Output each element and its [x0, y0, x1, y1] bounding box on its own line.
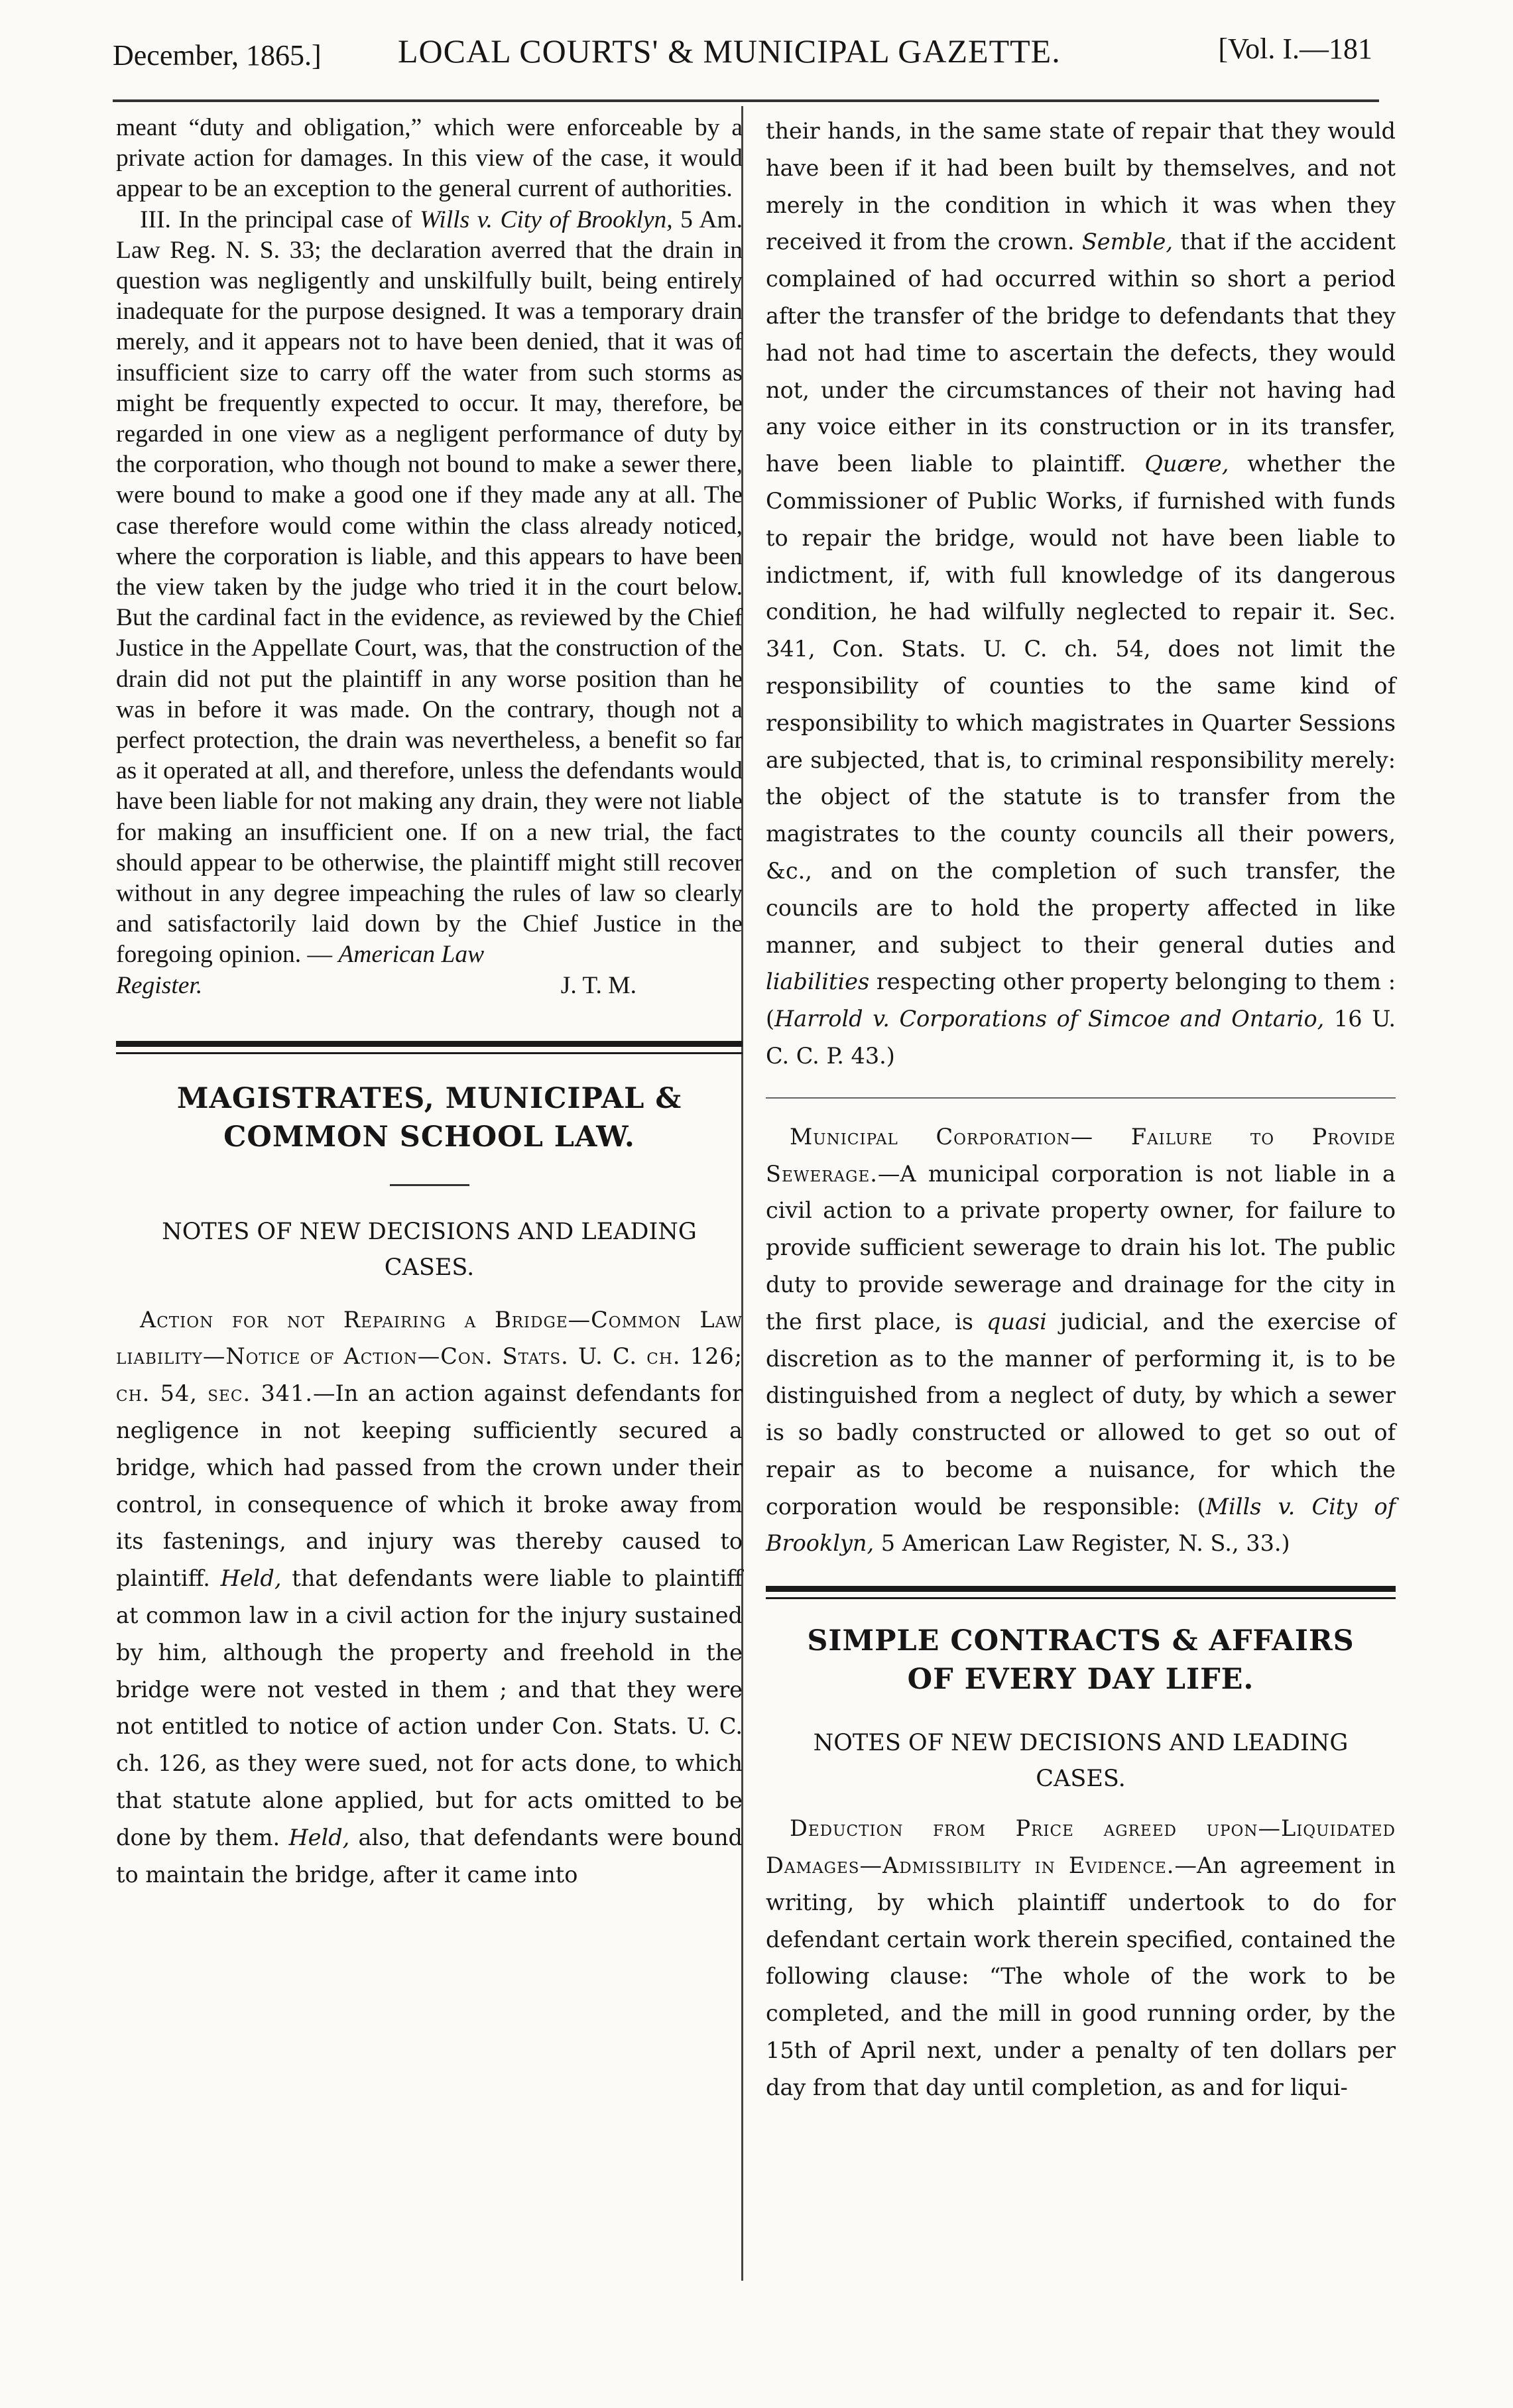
issue-date: December, 1865.] [113, 39, 322, 72]
volume-page: [Vol. I.—181 [1218, 32, 1372, 65]
case-note: Deduction from Price agreed upon—Liquidated Damages—Admissibility in Evidence.—An agreement in writing, by which plaintiff undertook to do for defendant certain work therein specified, contained the following clause: “The whole of the work to be completed, and the mill in good running order, by the 15th of April next, under a penalty of ten dollars per day from that day until completion, as and for liqui- [766, 1815, 1396, 2100]
section-rule [766, 1586, 1396, 1592]
case-note: their hands, in the same state of repair that they would have been if it had been built by themselves, and not merely in the condition in which it was when they received it from the crown. Semble, that if the accident complained of had occurred within so short a period after the transfer of the bridge to defendants that they had not had time to ascertain the defects, they would not, under the circumstances of their not having had any voice either in its construction or in its transfer, have been liable to plaintiff. Quære, whether the Commissioner of Public Works, if furnished with funds to repair the bridge, would not have been liable to indictment, if, with full knowledge of its dangerous condition, he had wilfully neglected to repair it. Sec. 341, Con. Stats. U. C. ch. 54, does not limit the responsibility of counties to the same kind of responsibility to which magistrates in Quarter Sessions are subjected, that is, to criminal responsibility merely: the object of the statute is to transfer from the magistrates to the county councils all their powers, &c., and on the completion of such transfer, the councils are to hold the property affected in like manner, and subject to their general duties and liabilities respecting other property belonging to them : (Harrold v. Corporations of Simcoe and Ontario, 16 U. C. C. P. 43.) [766, 118, 1396, 1069]
article-paragraph: meant “duty and obligation,” which were enforceable by a private action for damages. In this view of the case, it would appear to be an exception to the general current of authorities. [116, 114, 743, 203]
case-citation: Wills v. City of Brooklyn, [420, 206, 673, 233]
case-headnote: Action for not Repairing a Bridge—Common Law liability—Notice of Action—Con. Stats. U. C. ch. 126; ch. 54, sec. 341. [116, 1306, 743, 1407]
left-column [116, 113, 743, 1893]
section-rule [116, 1041, 743, 1047]
case-note: Municipal Corporation— Failure to Provide Sewerage.—A municipal corporation is not liable in a civil action to a private property owner, for failure to provide sufficient sewerage to drain his lot. The public duty to provide sewerage and drainage for the city in the first place, is quasi judicial, and the exercise of discretion as to the manner of performing it, is to be distinguished from a neglect of duty, by which a sewer is so badly constructed or allowed to get so out of repair as to become a nuisance, for which the corporation would be responsible: (Mills v. City of Brooklyn, 5 American Law Register, N. S., 33.) [766, 1123, 1396, 1557]
case-citation: Mills v. City of Brooklyn, [766, 1493, 1396, 1557]
subsection-heading: NOTES OF NEW DECISIONS AND LEADING CASES. [162, 1218, 697, 1281]
article-signoff [116, 971, 743, 1001]
right-column [766, 113, 1396, 2106]
case-headnote: Municipal Corporation— Failure to Provide Sewerage. [766, 1123, 1396, 1187]
publication-title: LOCAL COURTS' & MUNICIPAL GAZETTE. [398, 32, 1061, 70]
section-title: SIMPLE CONTRACTS & AFFAIRS OF EVERY DAY LIFE. [807, 1624, 1355, 1697]
source-name: American Law [338, 941, 485, 969]
header-rule [113, 99, 1379, 102]
case-note: Action for not Repairing a Bridge—Common Law liability—Notice of Action—Con. Stats. U. C. ch. 126; ch. 54, sec. 341.—In an action against defendants for negligence in not keeping sufficiently secured a bridge, which had passed from the crown under their control, in consequence of which it broke away from its fastenings, and injury was thereby caused to plaintiff. Held, that defendants were liable to plaintiff at common law in a civil action for the injury sustained by him, although the property and freehold in the bridge were not vested in them ; and that they were not entitled to notice of action under Con. Stats. U. C. ch. 126, as they were sued, not for acts done, to which that statute alone applied, but for acts omitted to be done by them. Held, also, that defendants were bound to maintain the bridge, after it came into [116, 1306, 743, 1888]
case-citation: Harrold v. Corporations of Simcoe and Ontario, [774, 1006, 1325, 1032]
case-headnote: Deduction from Price agreed upon—Liquidated Damages—Admissibility in Evidence. [766, 1815, 1396, 1879]
section-title: MAGISTRATES, MUNICIPAL & COMMON SCHOOL LAW. [176, 1081, 682, 1154]
subsection-heading: NOTES OF NEW DECISIONS AND LEADING CASES. [813, 1730, 1349, 1793]
author-initials: J. T. M. [560, 971, 636, 999]
article-paragraph: III. In the principal case of Wills v. City of Brooklyn, 5 Am. Law Reg. N. S. 33; the declaration averred that the drain in question was negligently and unskilfully built, being entirely inadequate for the purpose designed. It was a temporary drain merely, and it appears not to have been denied, that it was of insufficient size to carry off the water from such storms as might be frequently expected to occur. It may, therefore, be regarded in one view as a negligent performance of duty by the corporation, who though not bound to make a sewer there, were bound to make a good one if they made any at all. The case therefore would come within the class already noticed, where the corporation is liable, and this appears to have been the view taken by the judge who tried it in the court below. But the cardinal fact in the evidence, as reviewed by the Chief Justice in the Appellate Court, was, that the construction of the drain did not put the plaintiff in any worse position than he was in before it was made. On the contrary, though not a perfect protection, the drain was nevertheless, a benefit so far as it operated at all, and therefore, unless the defendants would have been liable for not making any drain, they were not liable for making an insufficient one. If on a new trial, the fact should appear to be otherwise, the plaintiff might still recover without in any degree impeaching the rules of law so clearly and satisfactorily laid down by the Chief Justice in the foregoing opinion. — American Law [116, 206, 743, 969]
page-header [113, 32, 1372, 91]
source-name: Register. [116, 971, 203, 999]
